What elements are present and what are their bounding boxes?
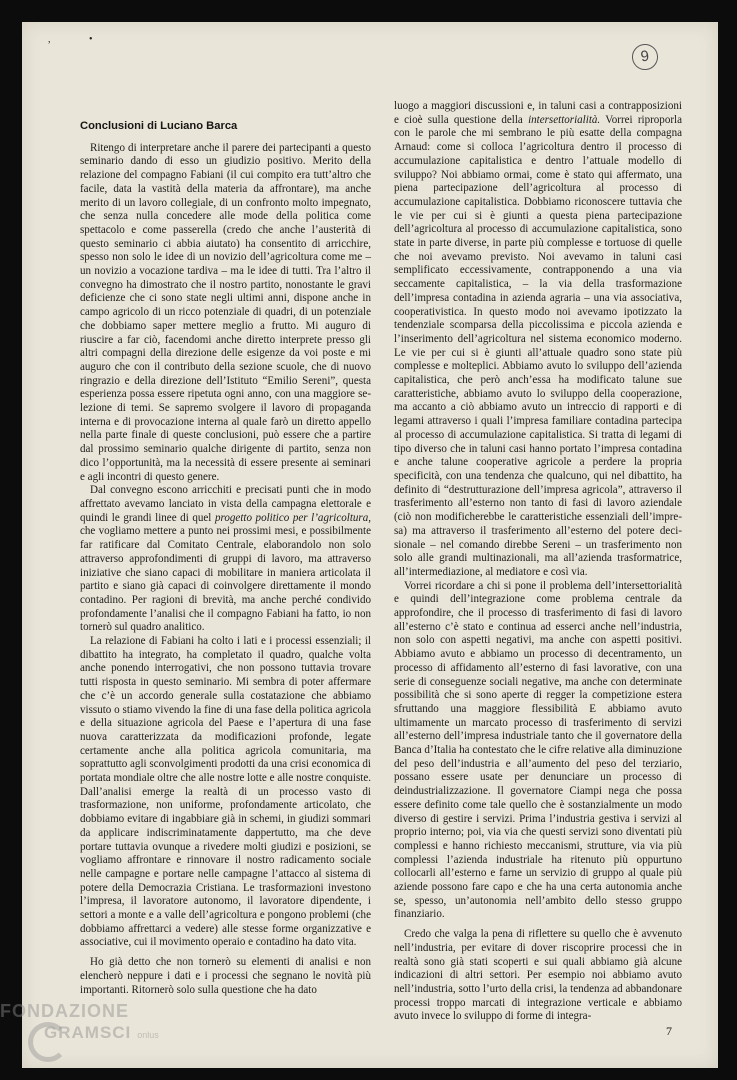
- archive-number-circle: 9: [630, 42, 659, 71]
- watermark-line-1: FONDAZIONE: [0, 1001, 129, 1021]
- right-paragraph-1: [394, 100, 682, 580]
- document-page: [22, 22, 718, 1068]
- section-heading: Conclusioni di Luciano Barca: [80, 120, 238, 132]
- watermark-line-2: GRAMSCI: [44, 1023, 132, 1042]
- right-paragraph-1-start: luogo a maggiori discussioni e, in taluni casi a contrapposizioni e cioè sulla questione della: [394, 100, 682, 126]
- right-column: [394, 100, 682, 1024]
- right-paragraph-2: Vorrei ricordare a chi si pone il problema dell’intersettorialità e quindi dell’integrazione come problema centrale da approfondire, che il processo di trasferimento di fasi di lavoro all’esterno c’è stato e continua ad esserci anche nell’industria, non solo con aspetti negativi, ma anche con aspetti positivi. Abbiamo avuto e abbiamo un processo di decentramento, un processo di affidamento all’esterno di fasi lavorative, con una serie di conseguenze sociali negative, ma anche con determinate possibilità che si sono aperte di regger la competizione estera sfruttando una maggiore flessibilità E abbiamo avuto ultimamente un marcato processo di trasferimento di servizi all’esterno dell’impresa industriale tanto che il governatore della Banca d’Italia ha contestato che le cifre relative alla diminuzione del peso dell’industria e all’aumento del peso del terziario, possano essere usate per denunciare un processo di deindustrializzazione. Il governatore Ciampi nega che possa essere definito come tale quello che è sostanzialmente un modo diverso di gestire i servizi. Prima l’industria gestiva i servizi al proprio interno; poi, via via che questi servizi sono diventati più complessi e hanno richiesto meccanismi, strutture, via via più complessi l’azienda industriale ha ritenuto più oppurtuno collocarli all’esterno e farne un servizio di gruppo al quale più aziende possono fare capo e che ha una certa autonomia anche se, spesso, un’autonomia nell’ambito dello stesso gruppo finanziario.: [394, 579, 682, 921]
- right-paragraph-3: Credo che valga la pena di riflettere su quello che è avvenuto nell’industria, per evitare di dover riscoprire processi che in realtà sono già stati scoperti e sui quali abbiamo già alcune indicazioni di altri settori. Per esempio noi abbiamo avuto nell’industria, sotto l’urto della crisi, la tendenza ad abbandonare processi troppo marcati di integrazione verticale e abbiamo avuto invece lo sviluppo di forme di integra-: [394, 928, 682, 1023]
- left-paragraph-2-end: , che vogliamo mettere a punto nei prossimi mesi, e possibilmente far ratificare dal Comitato Centrale, elaborandolo non solo attraverso approfondimenti di gruppi di lavoro, ma attraverso iniziative che siano capaci di mobilitare in maniera articolata il partito e siano già capaci di coinvolgere direttamente il mondo contadino. Per ragioni di brevità, ma anche perché condivido profondamente l’analisi che il compagno Fabiani ha fatto, io non tornerò sul quadro analitico.: [80, 511, 372, 634]
- watermark: [0, 1001, 159, 1043]
- scan-marks: , •: [48, 34, 111, 45]
- left-paragraph-2: [80, 484, 371, 635]
- page-number: 7: [666, 1024, 672, 1038]
- right-paragraph-1-italic: intersettorialità.: [528, 113, 601, 126]
- right-paragraph-1-end: Vorrei riproporla con le parole che mi sembrano le più esatte della compagna Arnaud: come si colloca l’agricoltura dentro il processo di accumulazione capitalistica e dentro l’attuale modello di sviluppo? Noi abbiamo ormai, come è stato qui affermato, una piena partecipazione dell’agricoltura al processo di accumulazione capitalistica. Dobbiamo riconoscere tuttavia che le vie per cui si è giunti a questa piena partecipazione dell’agricoltura al processo di accumulazione capitalistica, sono state in parte diverse, in parte più complesse e tortuose di quelle che noi avevamo previsto. Noi avevamo in taluni casi semplificato eccessivamente, contrapponendo a una via seccamente capitalistica, – la via della trasformazione dell’impresa contadina in azienda agraria – una via associativa, cooperativistica. In questo modo noi avevamo ipotizzato la tendenziale scomparsa della piccolissima e piccola azienda e l’inserimento dell’agricoltura nel sistema economico moderno. Le vie per cui si è giunti all’attuale quadro sono state più complesse e molteplici. Abbiamo avuto lo sviluppo dell’azienda capitalistica, che però anch’essa ha modificato talune sue caratteristiche, abbiamo avuto lo sviluppo della cooperazione, ma accanto a ciò abbiamo avuto un intreccio di rapporti e di legami attraverso i quali l’impresa familiare contadina partecipa al processo di accumulazione capitalistica. Si tratta di legami di tipo diverso che in taluni casi hanno portato l’impresa contadina e anche talune cooperative agricole a perdere la propria specificità, con una tendenza che qualcuno, qui nel dibattito, ha definito di “destrutturazione dell’impresa agricola”, attraverso il trasferimento all’esterno non tanto di fasi di lavoro aziendale (ciò non modificherebbe le caratteristiche essenziali dell’impresa) ma attraverso il trasferimento all’esterno del potere decisionale – nel comando direbbe Sereni – un trasferimento non solo alle grandi multinazionali, ma all’azienda trasformatrice, all’intermediazione, al mediatore e così via.: [394, 113, 682, 578]
- left-paragraph-3: La relazione di Fabiani ha colto i lati e i processi essenziali; il dibattito ha integrato, ha completato il quadro, qualche volta anche ponendo interrogativi, che non possono tuttavia trovare tutti risposta in questo seminario. Mi sembra di poter affermare che c’è un accordo generale sulla costatazione che abbiamo vissuto o stiamo vivendo la fine di una fase della politica agricola e della situazione agricola del Paese e l’apertura di una fase nuova caratterizzata da modificazioni profonde, legate certamente anche alla politica agricola comunitaria, ma soprattutto agli sconvolgimenti prodotti da una crisi economica di portata mondiale oltre che alle nostre lotte e alle nostre conquiste. Dall’analisi emerge la realtà di un processo vasto di trasformazione, non uniforme, profondamente articolato, che dobbiamo evitare di ingabbiare già in schemi, in giudizi sommari da applicare indiscriminatamente dappertutto, ma che deve portare tuttavia ovunque a rivedere molti giudizi e posizioni, se vogliamo affrontare e rinnovare il nostro radicamento sociale nelle campagne e portare nelle campagne l’attacco al sistema di potere della Democrazia Cristiana. Le trasformazioni investono l’impresa, il lavoratore autonomo, il lavoratore dipendente, i settori a monte e a valle dell’agricoltura e pongono problemi (che dobbiamo affrettarci a vedere) alle stesse forme organizzative e associative, cui il movimento operaio e contadino ha dato vita.: [80, 635, 371, 949]
- left-paragraph-2-start: Dal convegno escono arricchiti e precisati punti che in modo affrettato avevamo lanciato in vista della campagna elettorale e quindi le grandi linee di quel: [80, 484, 371, 524]
- left-paragraph-2-italic: progetto politico per l’agricoltura: [214, 511, 369, 524]
- left-paragraph-1: Ritengo di interpretare anche il parere dei partecipanti a questo seminario dando di esso un giudizio positivo. Merito della relazione del compagno Fabiani (il cui compito era tutt’altro che facile, data la vastità della materia da affrontare), ma anche merito di un lavoro collegiale, di un confronto molto impegnato, che senza nulla concedere alle mode della politica come spettacolo e come passerella (credo che anche l’austerità di questo seminario ci abbia aiutato) ha consentito di arricchire, spesso non solo le idee di un novizio dell’agricoltura come me – un novizio a vocazione tardiva – ma le idee di tutti. Tra l’altro il convegno ha dimostrato che il nostro partito, nonostante le gravi deficienze che ci sono state negli ultimi anni, dispone anche in campo agricolo di un ricco potenziale di quadri, di un potenziale che dobbiamo saper mettere meglio a frutto. Mi auguro di riuscire a far ciò, facendomi anche diretto interprete presso gli altri compagni della direzione delle esigenze da voi poste e mi auguro che con il contributo della sezione scuole, che di nuovo ringrazio e della direzione dell’Istituto “Emilio Sereni”, questa esperienza possa essere ripetuta ogni anno, con una maggiore selezione di temi. Se sapremo svolgere il lavoro di propaganda interna e di provocazione interna al quale farò un diretto appello nella parte finale di queste conclusioni, può essere che a partire dal prossimo seminario qualche dirigente di partito, senza non dico l’opportunità, ma la necessità di essere presente ai seminari e agli incontri di questo genere.: [80, 141, 371, 483]
- watermark-suffix: onlus: [137, 1030, 159, 1040]
- left-paragraph-4: Ho già detto che non tornerò su elementi di analisi e non elencherò neppure i dati e i processi che segnano le novità più importanti. Ritornerò solo sulla questione che ha dato: [80, 956, 371, 996]
- left-column: [80, 120, 371, 997]
